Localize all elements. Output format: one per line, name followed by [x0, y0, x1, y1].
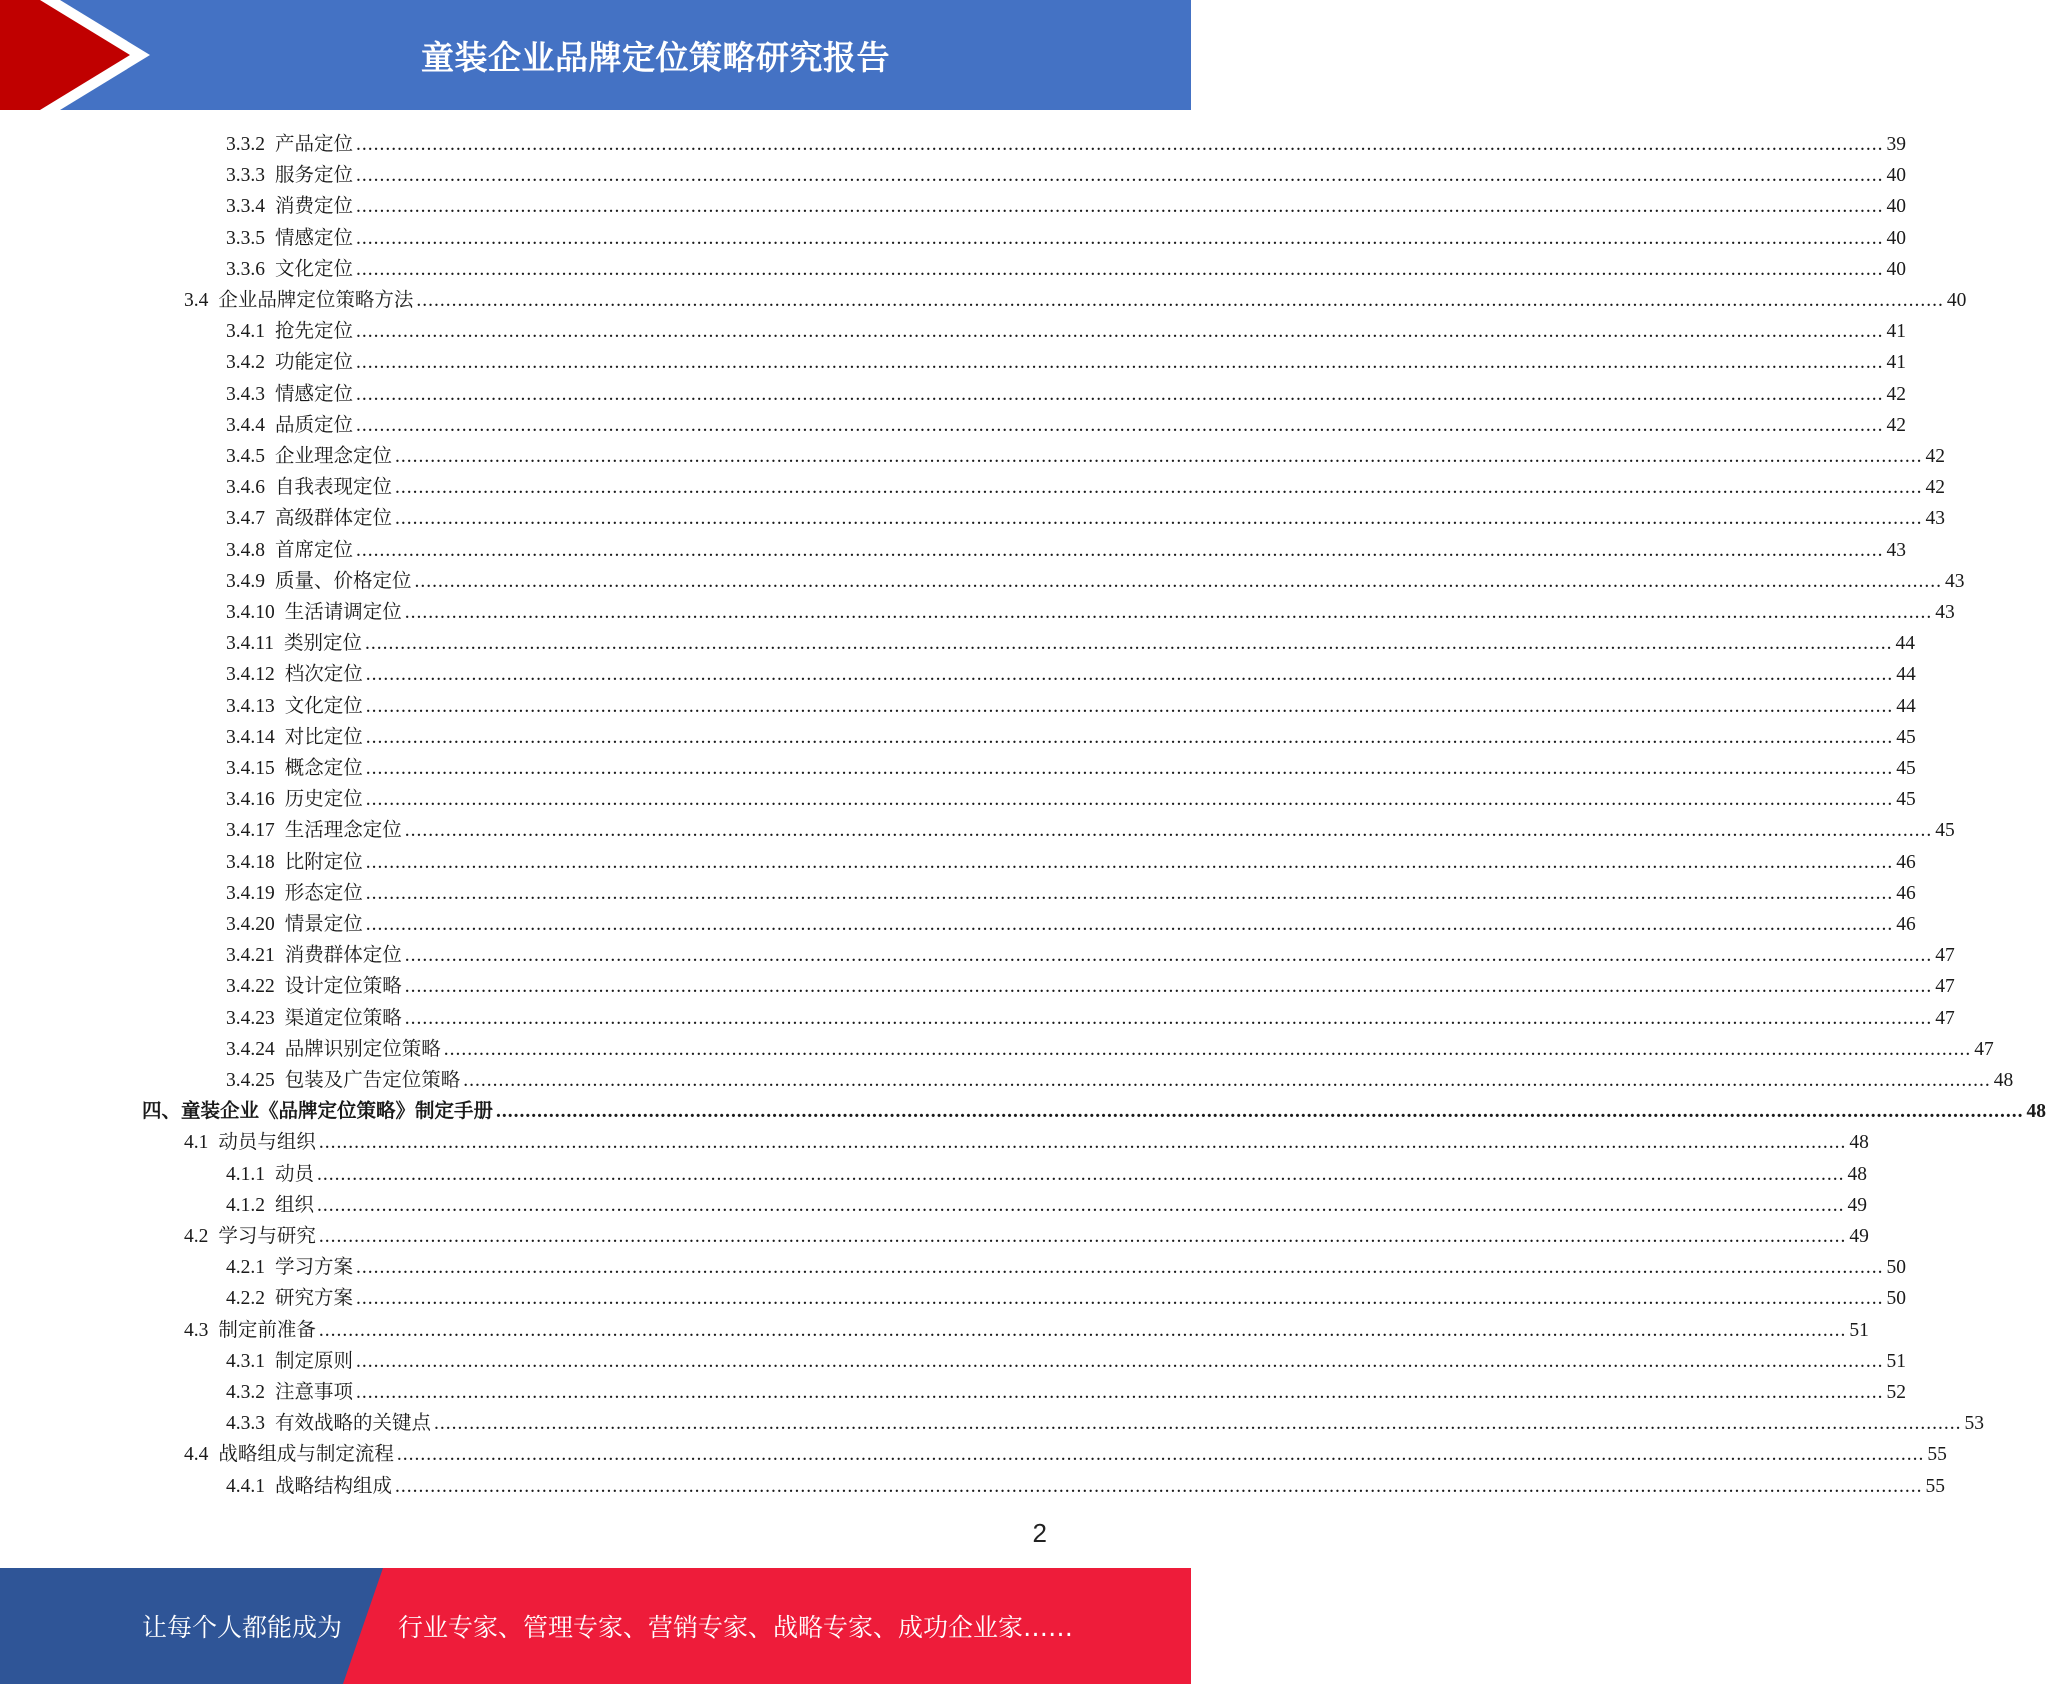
toc-entry-number: 4.2	[184, 1226, 209, 1247]
toc-entry-page: 55	[1925, 1475, 1946, 1497]
toc-entry-number: 3.4.3	[226, 383, 265, 405]
toc-leader-dots: ....................................................................................................................................................................................................................................................................	[356, 1382, 1884, 1403]
toc-entry-page: 42	[1886, 414, 1907, 436]
toc-entry[interactable]	[226, 127, 1907, 158]
toc-entry-page: 51	[1849, 1319, 1869, 1341]
toc-entry-title: 渠道定位策略	[284, 1007, 402, 1029]
toc-entry-title: 制定原则	[275, 1350, 354, 1372]
toc-entry-page: 47	[1974, 1038, 1994, 1060]
toc-entry-title: 学习方案	[275, 1257, 354, 1279]
toc-entry-page: 45	[1935, 820, 1955, 842]
toc-entry-title: 生活理念定位	[284, 820, 402, 842]
toc-entry-number: 3.3.5	[226, 227, 265, 249]
toc-entry-number: 4.1.1	[226, 1163, 265, 1185]
toc-entry[interactable]	[184, 283, 1967, 314]
toc-entry-title: 制定前准备	[218, 1319, 316, 1341]
toc-entry-page: 53	[1964, 1413, 1985, 1435]
toc-leader-dots: ....................................................................................................................................................................................................................................................................	[356, 227, 1884, 249]
toc-leader-dots: ....................................................................................................................................................................................................................................................................	[463, 1070, 1991, 1091]
footer-slogan-right: 行业专家、管理专家、营销专家、战略专家、成功企业家……	[398, 1613, 1074, 1642]
toc-leader-dots: ....................................................................................................................................................................................................................................................................	[395, 477, 1923, 499]
toc-entry-number: 3.4.15	[226, 758, 275, 779]
toc-entry[interactable]	[226, 1250, 1907, 1281]
toc-leader-dots: ....................................................................................................................................................................................................................................................................	[356, 165, 1884, 187]
toc-entry-title: 四、童装企业《品牌定位策略》制定手册	[142, 1101, 494, 1123]
toc-entry-page: 46	[1896, 851, 1916, 873]
toc-leader-dots: ....................................................................................................................................................................................................................................................................	[416, 290, 1944, 311]
page-number: 2	[1032, 1518, 1047, 1548]
toc-entry[interactable]	[226, 1281, 1907, 1312]
toc-entry-page: 45	[1896, 758, 1916, 779]
toc-entry-page: 48	[2026, 1101, 2046, 1123]
toc-entry-page: 45	[1896, 789, 1916, 811]
toc-entry-title: 生活请调定位	[284, 602, 402, 623]
toc-leader-dots: ....................................................................................................................................................................................................................................................................	[356, 321, 1884, 343]
toc-entry-number: 3.4.10	[226, 602, 275, 623]
toc-entry-page: 44	[1895, 633, 1916, 655]
toc-entry-page: 48	[1849, 1132, 1869, 1154]
toc-entry-title: 品牌识别定位策略	[284, 1038, 441, 1060]
toc-entry-title: 消费群体定位	[284, 945, 402, 967]
toc-entry-page: 55	[1927, 1444, 1947, 1466]
footer-slogan-left: 让每个人都能成为	[142, 1613, 343, 1642]
toc-entry[interactable]	[226, 689, 1916, 720]
toc-entry-page: 44	[1896, 664, 1916, 686]
toc-entry[interactable]	[226, 1344, 1907, 1375]
toc-entry[interactable]	[226, 907, 1916, 938]
toc-entry-page: 46	[1896, 882, 1916, 904]
toc-entry[interactable]	[226, 595, 1955, 626]
toc-entry-page: 50	[1886, 1288, 1907, 1310]
toc-entry-page: 43	[1945, 570, 1965, 592]
toc-leader-dots: ....................................................................................................................................................................................................................................................................	[356, 414, 1884, 436]
toc-leader-dots: ....................................................................................................................................................................................................................................................................	[396, 1444, 1925, 1466]
toc-entry-number: 3.4.17	[226, 820, 275, 842]
page-footer	[0, 1568, 1191, 1684]
toc-entry-number: 3.4.9	[226, 570, 265, 592]
toc-entry[interactable]	[226, 720, 1916, 751]
toc-entry[interactable]	[226, 314, 1907, 345]
toc-leader-dots: ....................................................................................................................................................................................................................................................................	[404, 945, 1933, 967]
toc-entry-title: 企业理念定位	[275, 446, 393, 467]
toc-entry-title: 形态定位	[284, 882, 363, 904]
toc-leader-dots: ....................................................................................................................................................................................................................................................................	[365, 726, 1894, 748]
toc-leader-dots: ....................................................................................................................................................................................................................................................................	[496, 1101, 2024, 1123]
toc-entry-number: 3.4.25	[226, 1070, 275, 1091]
toc-entry-title: 品质定位	[275, 414, 354, 436]
toc-entry-number: 3.4.19	[226, 882, 275, 904]
toc-entry-page: 40	[1946, 290, 1967, 311]
toc-leader-dots: ....................................................................................................................................................................................................................................................................	[365, 851, 1894, 873]
toc-entry-number: 3.4.1	[226, 321, 265, 343]
toc-entry-page: 48	[1847, 1163, 1868, 1185]
toc-leader-dots: ....................................................................................................................................................................................................................................................................	[365, 914, 1894, 935]
toc-entry-page: 42	[1925, 446, 1946, 467]
toc-entry[interactable]	[184, 1437, 1947, 1468]
toc-entry-number: 3.4.20	[226, 914, 275, 935]
toc-entry-page: 50	[1886, 1257, 1907, 1279]
toc-entry[interactable]	[226, 252, 1907, 283]
toc-entry-page: 49	[1847, 1194, 1868, 1216]
toc-entry-number: 4.3.2	[226, 1382, 265, 1403]
toc-entry-number: 4.2.2	[226, 1288, 265, 1310]
toc-entry-number: 3.4.5	[226, 446, 265, 467]
toc-entry[interactable]	[226, 1001, 1955, 1032]
toc-entry-title: 消费定位	[275, 196, 354, 218]
toc-entry[interactable]	[226, 1157, 1868, 1188]
toc-entry-title: 学习与研究	[218, 1226, 316, 1247]
toc-entry[interactable]	[226, 657, 1916, 688]
toc-leader-dots: ....................................................................................................................................................................................................................................................................	[356, 196, 1884, 218]
toc-entry-page: 47	[1935, 976, 1955, 998]
toc-entry-title: 类别定位	[284, 633, 363, 655]
toc-entry-page: 45	[1896, 726, 1916, 748]
page-header	[0, 0, 1191, 110]
toc-leader-dots: ....................................................................................................................................................................................................................................................................	[365, 882, 1894, 904]
toc-entry[interactable]	[226, 1063, 2014, 1094]
toc-entry-number: 4.1	[184, 1132, 209, 1154]
toc-leader-dots: ....................................................................................................................................................................................................................................................................	[317, 1194, 1845, 1216]
toc-entry-title: 企业品牌定位策略方法	[218, 290, 414, 311]
toc-entry[interactable]	[226, 1469, 1946, 1500]
toc-entry-title: 高级群体定位	[275, 508, 393, 530]
toc-entry-number: 3.3.2	[226, 134, 265, 155]
toc-entry-number: 4.4	[184, 1444, 209, 1466]
toc-leader-dots: ....................................................................................................................................................................................................................................................................	[365, 664, 1894, 686]
toc-leader-dots: ....................................................................................................................................................................................................................................................................	[395, 508, 1923, 530]
toc-leader-dots: ....................................................................................................................................................................................................................................................................	[356, 539, 1884, 561]
toc-entry-title: 服务定位	[275, 165, 354, 187]
toc-entry[interactable]	[226, 845, 1916, 876]
toc-entry-number: 3.4.24	[226, 1038, 275, 1060]
toc-entry-page: 40	[1886, 227, 1907, 249]
toc-leader-dots: ....................................................................................................................................................................................................................................................................	[395, 1475, 1923, 1497]
toc-entry-title: 文化定位	[284, 695, 363, 717]
toc-entry-number: 4.3.1	[226, 1350, 265, 1372]
toc-entry[interactable]	[226, 158, 1907, 189]
toc-leader-dots: ....................................................................................................................................................................................................................................................................	[404, 976, 1933, 998]
toc-entry-page: 40	[1886, 258, 1907, 280]
toc-leader-dots: ....................................................................................................................................................................................................................................................................	[318, 1132, 1847, 1154]
toc-entry-title: 自我表现定位	[275, 477, 393, 499]
toc-entry[interactable]	[226, 751, 1916, 782]
toc-entry-number: 3.4.23	[226, 1007, 275, 1029]
toc-entry-title: 历史定位	[284, 789, 363, 811]
toc-entry[interactable]	[226, 1375, 1907, 1406]
toc-entry[interactable]	[184, 1125, 1869, 1156]
toc-entry-page: 39	[1886, 134, 1907, 155]
toc-entry-title: 首席定位	[275, 539, 354, 561]
toc-entry-number: 4.4.1	[226, 1475, 265, 1497]
toc-entry[interactable]	[226, 938, 1955, 969]
toc-entry[interactable]	[226, 221, 1907, 252]
toc-entry-title: 组织	[275, 1194, 315, 1216]
toc-entry-number: 4.1.2	[226, 1194, 265, 1216]
toc-entry-page: 41	[1886, 321, 1907, 343]
toc-entry-number: 3.4.13	[226, 695, 275, 717]
toc-entry-page: 51	[1886, 1350, 1907, 1372]
toc-entry-page: 44	[1896, 695, 1916, 717]
toc-entry-number: 3.4.6	[226, 477, 265, 499]
toc-entry-title: 对比定位	[284, 726, 363, 748]
toc-entry-number: 4.3.3	[226, 1413, 265, 1435]
toc-entry-title: 有效战略的关键点	[275, 1413, 432, 1435]
toc-entry-title: 情景定位	[284, 914, 363, 935]
toc-entry-number: 3.3.6	[226, 258, 265, 280]
toc-leader-dots: ....................................................................................................................................................................................................................................................................	[356, 1288, 1884, 1310]
toc-entry-page: 43	[1935, 602, 1955, 623]
toc-entry-number: 3.4.8	[226, 539, 265, 561]
toc-entry[interactable]	[226, 189, 1907, 220]
toc-entry-title: 研究方案	[275, 1288, 354, 1310]
toc-entry-title: 文化定位	[275, 258, 354, 280]
toc-entry-page: 46	[1896, 914, 1916, 935]
toc-entry[interactable]	[226, 782, 1916, 813]
toc-entry[interactable]	[226, 626, 1916, 657]
toc-entry[interactable]	[184, 1219, 1869, 1250]
toc-leader-dots: ....................................................................................................................................................................................................................................................................	[365, 789, 1894, 811]
toc-entry-number: 3.4	[184, 290, 209, 311]
toc-leader-dots: ....................................................................................................................................................................................................................................................................	[365, 633, 1893, 655]
toc-leader-dots: ....................................................................................................................................................................................................................................................................	[356, 1350, 1884, 1372]
toc-entry-number: 3.4.11	[226, 633, 275, 655]
toc-leader-dots: ....................................................................................................................................................................................................................................................................	[356, 383, 1884, 405]
toc-entry-page: 52	[1886, 1382, 1907, 1403]
toc-entry-page: 40	[1886, 165, 1907, 187]
toc-leader-dots: ....................................................................................................................................................................................................................................................................	[356, 134, 1884, 155]
toc-entry-page: 49	[1849, 1226, 1869, 1247]
toc-leader-dots: ....................................................................................................................................................................................................................................................................	[443, 1038, 1972, 1060]
toc-entry-title: 比附定位	[284, 851, 363, 873]
toc-entry[interactable]	[226, 501, 1946, 532]
toc-entry-title: 包装及广告定位策略	[284, 1070, 461, 1091]
toc-entry[interactable]	[226, 345, 1907, 376]
toc-entry-number: 3.4.18	[226, 851, 275, 873]
toc-entry-page: 48	[1993, 1070, 2014, 1091]
toc-entry[interactable]	[226, 564, 1965, 595]
toc-entry[interactable]	[226, 377, 1907, 408]
toc-entry-number: 3.3.3	[226, 165, 265, 187]
toc-leader-dots: ....................................................................................................................................................................................................................................................................	[317, 1163, 1845, 1185]
toc-leader-dots: ....................................................................................................................................................................................................................................................................	[318, 1226, 1847, 1247]
toc-entry-number: 3.4.22	[226, 976, 275, 998]
toc-entry-number: 3.4.7	[226, 508, 265, 530]
toc-entry-number: 3.4.12	[226, 664, 275, 686]
toc-entry-title: 情感定位	[275, 227, 354, 249]
toc-entry-title: 产品定位	[275, 134, 354, 155]
toc-leader-dots: ....................................................................................................................................................................................................................................................................	[356, 352, 1884, 374]
toc-entry-page: 47	[1935, 945, 1955, 967]
toc-entry-title: 抢先定位	[275, 321, 354, 343]
toc-entry-page: 40	[1886, 196, 1907, 218]
toc-entry[interactable]	[142, 1094, 2046, 1125]
toc-entry-number: 4.3	[184, 1319, 209, 1341]
toc-entry-page: 42	[1886, 383, 1907, 405]
toc-entry-title: 质量、价格定位	[275, 570, 412, 592]
toc-entry[interactable]	[226, 876, 1916, 907]
toc-leader-dots: ....................................................................................................................................................................................................................................................................	[404, 1007, 1933, 1029]
toc-entry-title: 动员	[275, 1163, 315, 1185]
toc-entry-page: 43	[1886, 539, 1907, 561]
toc-leader-dots: ....................................................................................................................................................................................................................................................................	[318, 1319, 1847, 1341]
toc-entry[interactable]	[226, 408, 1907, 439]
toc-entry-number: 3.4.2	[226, 352, 265, 374]
toc-entry-title: 动员与组织	[218, 1132, 316, 1154]
toc-entry-number: 3.3.4	[226, 196, 265, 218]
toc-entry[interactable]	[226, 470, 1946, 501]
toc-leader-dots: ....................................................................................................................................................................................................................................................................	[356, 258, 1884, 280]
toc-leader-dots: ....................................................................................................................................................................................................................................................................	[434, 1413, 1962, 1435]
toc-leader-dots: ....................................................................................................................................................................................................................................................................	[365, 695, 1894, 717]
toc-entry[interactable]	[226, 533, 1907, 564]
toc-leader-dots: ....................................................................................................................................................................................................................................................................	[404, 820, 1933, 842]
toc-leader-dots: ....................................................................................................................................................................................................................................................................	[404, 602, 1933, 623]
toc-entry-title: 战略结构组成	[275, 1475, 393, 1497]
toc-leader-dots: ....................................................................................................................................................................................................................................................................	[414, 570, 1943, 592]
toc-entry-number: 3.4.16	[226, 789, 275, 811]
toc-entry[interactable]	[226, 1188, 1868, 1219]
toc-entry[interactable]	[226, 1406, 1985, 1437]
toc-leader-dots: ....................................................................................................................................................................................................................................................................	[395, 446, 1923, 467]
toc-entry-number: 3.4.14	[226, 726, 275, 748]
toc-entry-page: 47	[1935, 1007, 1955, 1029]
toc-entry-page: 42	[1925, 477, 1946, 499]
toc-leader-dots: ....................................................................................................................................................................................................................................................................	[356, 1257, 1884, 1279]
toc-entry-page: 43	[1925, 508, 1946, 530]
toc-entry-number: 3.4.21	[226, 945, 275, 967]
document-title: 童装企业品牌定位策略研究报告	[421, 37, 890, 77]
toc-entry-page: 41	[1886, 352, 1907, 374]
toc-entry[interactable]	[226, 969, 1955, 1000]
toc-entry-title: 情感定位	[275, 383, 354, 405]
toc-entry[interactable]	[226, 813, 1955, 844]
toc-entry-title: 设计定位策略	[284, 976, 402, 998]
toc-entry[interactable]	[226, 1032, 1994, 1063]
toc-entry[interactable]	[184, 1313, 1869, 1344]
toc-leader-dots: ....................................................................................................................................................................................................................................................................	[365, 758, 1894, 779]
toc-entry-title: 概念定位	[284, 758, 363, 779]
toc-entry-number: 4.2.1	[226, 1257, 265, 1279]
toc-entry[interactable]	[226, 439, 1946, 470]
toc-entry-title: 档次定位	[284, 664, 363, 686]
toc-entry-title: 战略组成与制定流程	[218, 1444, 394, 1466]
toc-entry-title: 注意事项	[275, 1382, 354, 1403]
toc-entry-number: 3.4.4	[226, 414, 265, 436]
toc-entry-title: 功能定位	[275, 352, 354, 374]
